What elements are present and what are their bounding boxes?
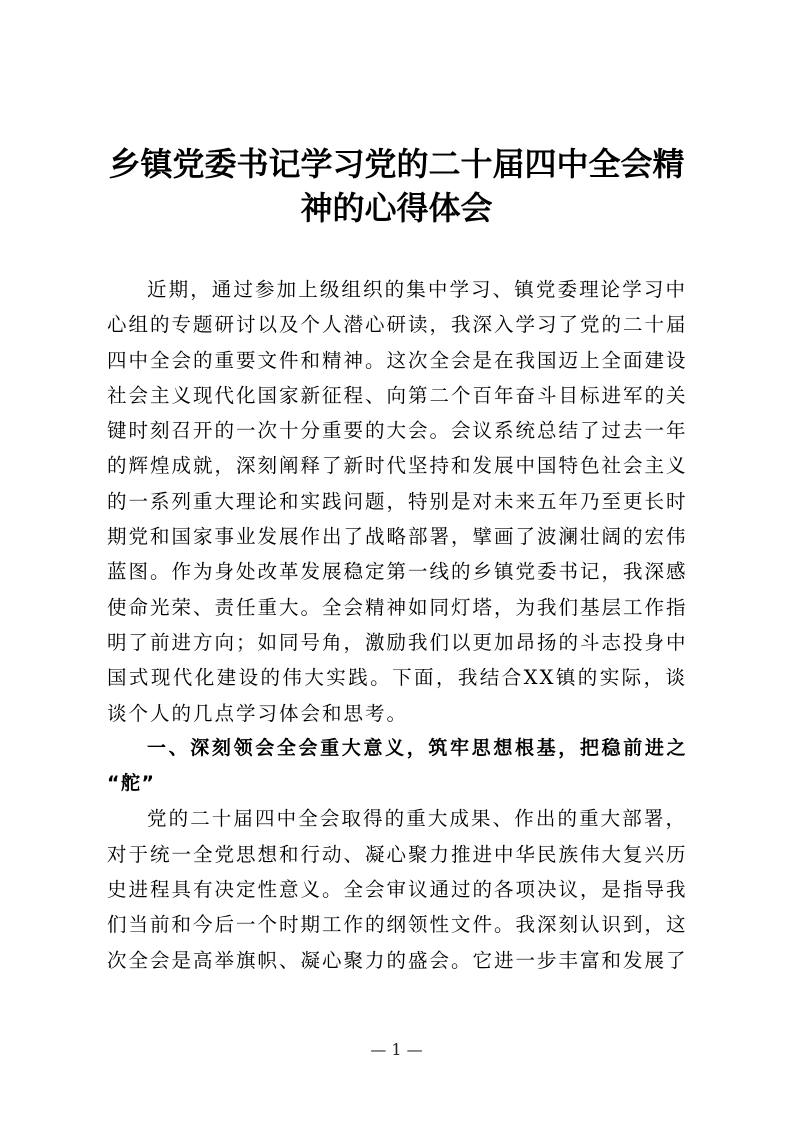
document-title [100,142,693,230]
document-body [107,272,687,978]
section-heading-line: 一、深刻领会全会重大意义，筑牢思想根基，把稳前进之 [147,736,687,759]
page-number: — 1 — [370,1040,423,1059]
title-line-1: 乡镇党委书记学习党的二十届四中全会精 [108,145,685,183]
paragraph-line: 社会主义现代化国家新征程、向第二个百年奋斗目标进军的关 [107,383,688,407]
paragraph-line: 近期，通过参加上级组织的集中学习、镇党委理论学习中 [147,278,687,301]
paragraph-line: 键时刻召开的一次十分重要的大会。会议系统总结了过去一年 [107,419,688,443]
paragraph-line: 蓝图。作为身处改革发展稳定第一线的乡镇党委书记，我深感 [107,560,688,584]
paragraph-line: 谈个人的几点学习体会和思考。 [107,701,409,725]
paragraph-line: 国式现代化建设的伟大实践。下面，我结合XX镇的实际，谈 [107,666,687,690]
paragraph-line: 明了前进方向；如同号角，激励我们以更加昂扬的斗志投身中 [107,630,688,654]
paragraph-line: 们当前和今后一个时期工作的纲领性文件。我深刻认识到，这 [107,913,688,937]
paragraph-line: 使命光荣、责任重大。全会精神如同灯塔，为我们基层工作指 [107,595,688,619]
paragraph-line: 四中全会的重要文件和精神。这次全会是在我国迈上全面建设 [107,348,688,372]
paragraph-line: 期党和国家事业发展作出了战略部署，擘画了波澜壮阔的宏伟 [107,525,688,549]
section-heading-line: “舵” [107,772,156,795]
paragraph-line: 的一系列重大理论和实践问题，特别是对未来五年乃至更长时 [107,489,688,513]
paragraph-line: 党的二十届四中全会取得的重大成果、作出的重大部署， [147,807,687,831]
title-line-2: 神的心得体会 [300,189,493,227]
paragraph-line: 史进程具有决定性意义。全会审议通过的各项决议，是指导我 [107,878,688,902]
paragraph-line: 心组的专题研讨以及个人潜心研读，我深入学习了党的二十届 [107,313,688,337]
paragraph-line: 对于统一全党思想和行动、凝心聚力推进中华民族伟大复兴历 [107,842,688,866]
paragraph-line: 次全会是高举旗帜、凝心聚力的盛会。它进一步丰富和发展了 [107,948,688,972]
paragraph-line: 的辉煌成就，深刻阐释了新时代坚持和发展中国特色社会主义 [107,454,688,478]
